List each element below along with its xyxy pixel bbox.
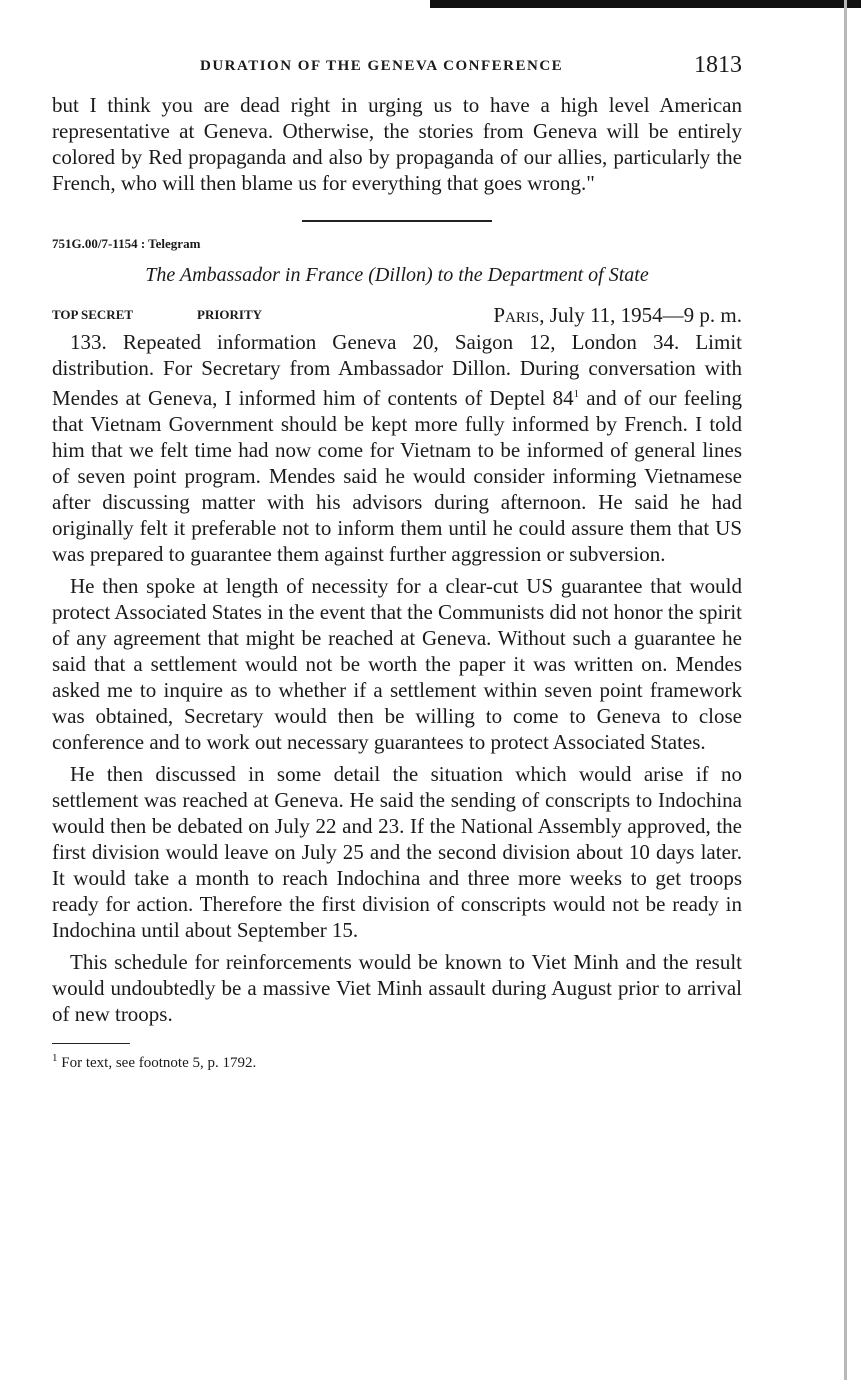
document-title: The Ambassador in France (Dillon) to the Department of State: [145, 264, 649, 286]
classification-label: TOP SECRET: [52, 307, 134, 322]
body-paragraph-4: This schedule for reinforcements would be known to Viet Minh and the result would undoubtedly be a massive Viet Minh assault during August prior to arrival of new troops.: [52, 950, 742, 1026]
footnote-text: For text, see footnote 5, p. 1792.: [57, 1055, 257, 1071]
document-page: [52, 52, 742, 1072]
footnote-mark: 1: [52, 1052, 58, 1064]
scan-edge-right: [844, 0, 847, 1380]
running-title: DURATION OF THE GENEVA CONFERENCE: [200, 58, 564, 74]
paragraph-1-text-a: 133. Repeated information Geneva 20, Saigon 12, London 34. Limit distribution. For Secretary from Ambassador Dillon. During conversation with Mendes at Geneva, I informed him of contents of Deptel 84: [52, 330, 742, 410]
file-reference: 751G.00/7-1154 : Telegram: [52, 236, 201, 251]
page-number: 1813: [694, 52, 742, 78]
priority-label: PRIORITY: [197, 307, 263, 322]
footnote: [52, 1052, 742, 1072]
document-meta: [52, 303, 742, 329]
dateline-date: , July 11, 1954—9 p. m.: [539, 303, 742, 327]
section-divider: [302, 220, 492, 222]
footnote-rule: [52, 1043, 130, 1044]
running-head: [52, 52, 742, 92]
body-paragraph-2: He then spoke at length of necessity for a clear-cut US guarantee that would protect Associated States in the event that the Communists did not honor the spirit of any agreement that might be reached at Geneva. Without such a guarantee he said that a settlement would not be worth the paper it was written on. Mendes asked me to inquire as to whether if a settlement within seven point framework was obtained, Secretary would then be willing to come to Geneva to close conference and to work out necessary guarantees to protect Associated States.: [52, 574, 742, 754]
dateline-place: Paris: [493, 303, 540, 327]
continued-paragraph: but I think you are dead right in urging us to have a high level American representative at Geneva. Otherwise, the stories from Geneva will be entirely colored by Red propaganda and also by propaganda of our allies, particularly the French, who will then blame us for everything that goes wrong.": [52, 93, 742, 195]
paragraph-1-text-b: and of our feeling that Vietnam Government should be kept more fully informed by French. I told him that we felt time had now come for Vietnam to be informed of general lines of seven point program. Mendes said he would consider informing Vietnamese after discussing matter with his advisors during afternoon. He said he had originally felt it preferable not to inform them until he could assure them that US was prepared to guarantee them against further aggression or subversion.: [52, 386, 742, 566]
body-paragraph-3: He then discussed in some detail the situation which would arise if no settlement was reached at Geneva. He said the sending of conscripts to Indochina would then be debated on July 22 and 23. If the National Assembly approved, the first division would leave on July 25 and the second division about 10 days later. It would take a month to reach Indochina and three more weeks to get troops ready for action. Therefore the first division of conscripts would not be ready in Indochina until about September 15.: [52, 762, 742, 942]
footnote-reference: 1: [573, 388, 580, 400]
scan-edge-top: [430, 0, 861, 8]
dateline: [493, 303, 742, 328]
body-paragraph-1: [52, 329, 742, 567]
